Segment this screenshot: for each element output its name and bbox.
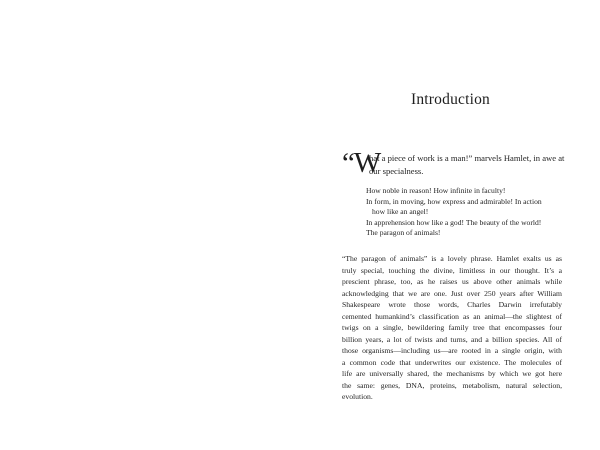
- chapter-title: Introduction: [410, 91, 491, 108]
- body-line: Shakespeare wrote those words, Charles Darwin irrefutably: [342, 300, 562, 309]
- opening-paragraph: [342, 147, 565, 184]
- body-line: the same: genes, DNA, proteins, metabolism, natural selection,: [342, 380, 562, 390]
- body-line: those organisms—including us—are rooted in a single origin, with: [342, 346, 562, 355]
- body-paragraph: [342, 253, 562, 403]
- body-line: billion years, a lot of twists and turns, and a billion species. All of: [342, 334, 562, 344]
- drop-cap: “W: [342, 147, 381, 179]
- opening-line: hat a piece of work is a man!” marvels Hamlet, in awe at: [369, 153, 565, 163]
- body-line: prescient phrase, too, as he raises us above other animals while: [342, 277, 562, 286]
- body-line: cemented humankind’s classification as an animal—the slightest of: [342, 311, 562, 321]
- body-line: twigs on a single, bewildering family tree that encompasses four: [342, 323, 562, 332]
- body-line: a common code that underwrites our existence. The molecules of: [342, 357, 562, 367]
- body-line: acknowledging that we are one. Just over 250 years after William: [342, 288, 562, 298]
- verse-line: In apprehension how like a god! The beauty of the world!: [366, 217, 542, 227]
- body-line: “The paragon of animals” is a lovely phrase. Hamlet exalts us as: [342, 254, 562, 263]
- verse-line: The paragon of animals!: [366, 228, 441, 238]
- body-line: evolution.: [342, 392, 373, 401]
- verse-line: How noble in reason! How infinite in faculty!: [366, 186, 506, 195]
- body-line: truly special, touching the divine, limitless in our thought. It’s a: [342, 265, 562, 275]
- body-line: life are universally shared, the mechanisms by which we got here: [342, 369, 562, 378]
- verse-quote: [366, 186, 566, 239]
- verse-line: how like an angel!: [372, 207, 429, 217]
- opening-line: our specialness.: [369, 166, 424, 176]
- verse-line: In form, in moving, how express and admirable! In action: [366, 196, 542, 206]
